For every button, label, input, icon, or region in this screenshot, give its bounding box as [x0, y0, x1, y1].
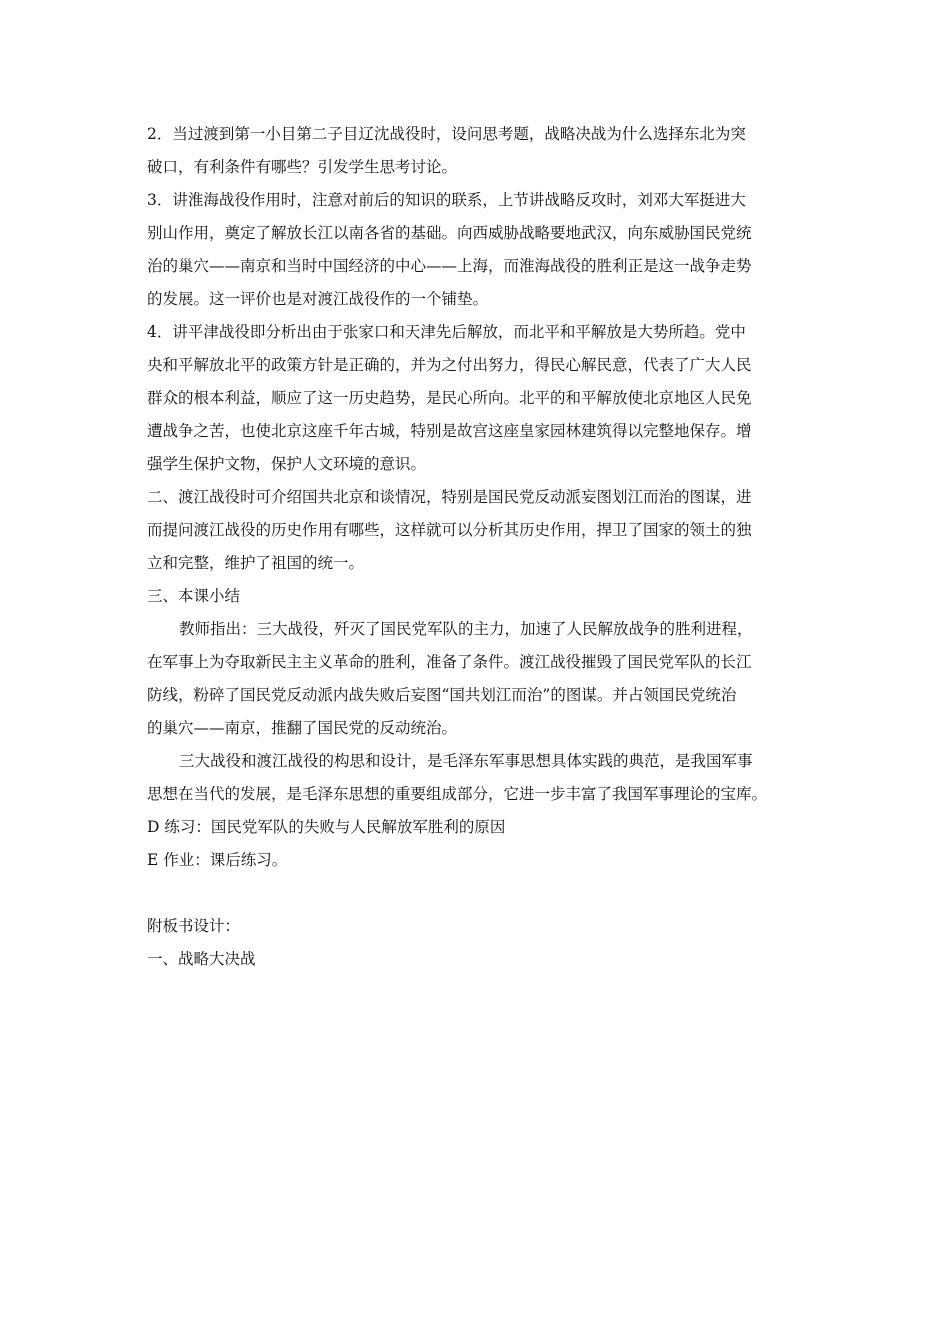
text-line: 在军事上为夺取新民主主义革命的胜利，准备了条件。渡江战役摧毁了国民党军队的长江 [147, 653, 752, 671]
text-line: 强学生保护文物，保护人文环境的意识。 [147, 455, 427, 473]
text-line: 立和完整，维护了祖国的统一。 [147, 554, 365, 572]
text-line: 别山作用，奠定了解放长江以南各省的基础。向西威胁战略要地武汉，向东威胁国民党统 [147, 224, 752, 242]
text-line: 三大战役和渡江战役的构思和设计，是毛泽东军事思想具体实践的典范，是我国军事 [179, 752, 753, 770]
text-line: 治的巢穴——南京和当时中国经济的中心——上海，而淮海战役的胜利正是这一战争走势 [147, 257, 752, 275]
blank-spacer [147, 880, 807, 906]
text-line: 破口，有利条件有哪些？引发学生思考讨论。 [147, 158, 458, 176]
text-line: 二、渡江战役时可介绍国共北京和谈情况，特别是国民党反动派妄图划江而治的图谋，进 [147, 488, 752, 506]
exercise-line: D 练习：国民党军队的失败与人民解放军胜利的原因 [147, 818, 506, 836]
text-line: 央和平解放北平的政策方针是正确的，并为之付出努力，得民心解民意，代表了广大人民 [147, 356, 752, 374]
text-line: 3．讲淮海战役作用时，注意对前后的知识的联系，上节讲战略反攻时，刘邓大军挺进大 [147, 191, 746, 209]
text-line: 防线，粉碎了国民党反动派内战失败后妄图“国共划江而治”的图谋。并占领国民党统治 [147, 686, 737, 704]
homework-line: E 作业：课后练习。 [147, 851, 288, 869]
text-line: 而提问渡江战役的历史作用有哪些，这样就可以分析其历史作用，捍卫了国家的领土的独 [147, 521, 752, 539]
text-line: 教师指出：三大战役，歼灭了国民党军队的主力，加速了人民解放战争的胜利进程， [179, 620, 753, 638]
text-line: 2．当过渡到第一小目第二子目辽沈战役时，设问思考题，战略决战为什么选择东北为突 [147, 125, 746, 143]
text-line: 的发展。这一评价也是对渡江战役作的一个铺垫。 [147, 290, 489, 308]
board-design-heading: 附板书设计： [147, 917, 241, 935]
text-line: 4．讲平津战役即分析出由于张家口和天津先后解放，而北平和平解放是大势所趋。党中 [147, 323, 746, 341]
board-design-item: 一、战略大决战 [147, 950, 256, 968]
document-body [147, 121, 807, 979]
text-line: 的巢穴——南京，推翻了国民党的反动统治。 [147, 719, 458, 737]
text-line: 思想在当代的发展，是毛泽东思想的重要组成部分，它进一步丰富了我国军事理论的宝库。 [147, 785, 768, 803]
text-line: 遭战争之苦，也使北京这座千年古城，特别是故宫这座皇家园林建筑得以完整地保存。增 [147, 422, 752, 440]
section-heading: 三、本课小结 [147, 587, 241, 605]
text-line: 群众的根本利益，顺应了这一历史趋势，是民心所向。北平的和平解放使北京地区人民免 [147, 389, 752, 407]
